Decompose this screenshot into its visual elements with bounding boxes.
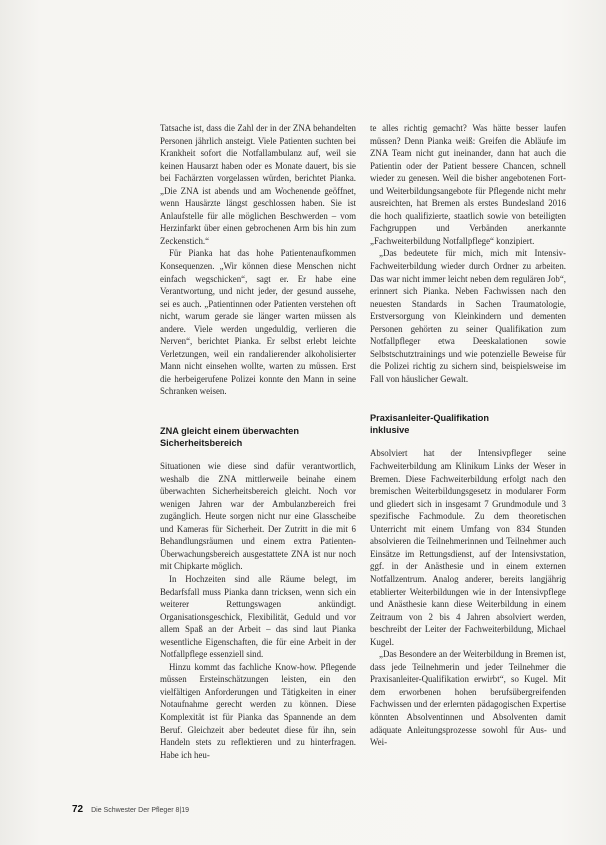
paragraph: Hinzu kommt das fachliche Know-how. Pflegende müssen Ersteinschätzungen leisten, ein den vielfältigen Anforderungen und Tätigkeiten in einer Notaufnahme gerecht werden zu können. Diese Komplexität ist für Pianka das Spannende an dem Beruf. Gleichzeit aber bedeutet diese für ihn, sein Handeln stets zu reflektieren und zu hinterfragen. Habe ich heu- (160, 661, 356, 760)
paragraph: Situationen wie diese sind dafür verantwortlich, weshalb die ZNA mittlerweile beinahe einem überwachten Sicherheitsbereich gleicht. Noch vor wenigen Jahren war der Ambulanzbereich frei zugänglich. Heute sorgen nicht nur eine Glasscheibe und Kameras für Sicherheit. Der Zutritt in die mit 6 Behandlungsräumen und einem extra Patienten-Überwachungsbereich ausgestattete ZNA ist nur noch mit Chipkarte möglich. (160, 461, 356, 572)
right-column (370, 122, 566, 749)
paragraph: „Das bedeutete für mich, mich mit Intensiv-Fachweiterbildung wieder durch Ordner zu arbeiten. Das war nicht immer leicht neben dem regulären Job“, erinnert sich Pianka. Neben Fachwissen nach den neuesten Standards in Sachen Traumatologie, Erstversorgung von Kleinkindern und dementen Personen gehörten zu seiner Qualifikation zum Notfallpfleger etwa Deeskalationen sowie Selbstschutztrainings und wie potenzielle Beweise für die Polizei richtig zu sichern sind, beispielsweise im Fall von häuslicher Gewalt. (370, 248, 566, 384)
page-number: 72 (72, 804, 84, 815)
section-heading-line: Sicherheitsbereich (160, 438, 243, 449)
section-heading-line: ZNA gleicht einem überwachten (160, 426, 300, 437)
paragraph: „Das Besondere an der Weiterbildung in Bremen ist, dass jede Teilnehmerin und jeder Teilnehmer die Praxisanleiter-Qualifikation erwirbt“, so Kugel. Mit dem erworbenen hohen berufsübergreifenden Fachwissen und der erlernten pädagogischen Expertise könnten Absolventinnen und Absolventen damit adäquate Anleitungsprozesse sowohl für Aus- und Wei- (370, 649, 566, 748)
paragraph: Tatsache ist, dass die Zahl der in der ZNA behandelten Personen jährlich ansteigt. Viele Patienten suchten bei Krankheit sofort die Notfallambulanz auf, weil sie keinen Hausarzt haben oder es Monate dauert, bis sie bei Fachärzten vorgelassen würden, berichtet Pianka. „Die ZNA ist abends und am Wochenende geöffnet, wenn Hausärzte längst geschlossen haben. Sie ist Anlaufstelle für alle möglichen Beschwerden – vom Herzinfarkt über einen gebrochenen Arm bis hin zum Zeckenstich.“ (160, 123, 356, 246)
left-column (160, 122, 356, 761)
publication-name: Die Schwester Der Pfleger 8|19 (91, 807, 189, 814)
paragraph: In Hochzeiten sind alle Räume belegt, im Bedarfsfall muss Pianka dann tricksen, wenn sich ein weiterer Rettungswagen ankündigt. Organisationsgeschick, Flexibilität, Geduld und vor allem Spaß an der Arbeit – das sind laut Pianka wesentliche Eigenschaften, die für eine Arbeit in der Notfallpflege essenziell sind. (160, 573, 356, 660)
section-heading (370, 412, 566, 436)
section-heading-line: Praxisanleiter-Qualifikation (370, 413, 489, 424)
paragraph: Für Pianka hat das hohe Patientenaufkommen Konsequenzen. „Wir können diese Menschen nicht einfach wegschicken“, sagt er. Er habe eine Verantwortung, und nicht jeder, der gesund aussehe, sei es auch. „Patientinnen oder Patienten verstehen oft nicht, warum gerade sie länger warten müssen als andere. Viele werden ungeduldig, verlieren die Nerven“, berichtet Pianka. Er selbst erlebt leichte Verletzungen, weil ein randalierender alkoholisierter Mann nicht einsehen wollte, warten zu müssen. Erst die herbeigerufene Polizei konnte den Mann in seine Schranken weisen. (160, 248, 356, 397)
section-heading (160, 425, 356, 449)
paragraph: te alles richtig gemacht? Was hätte besser laufen müssen? Denn Pianka weiß: Greifen die Abläufe im ZNA Team nicht gut ineinander, dann hat auch die Patientin oder der Patient bessere Chancen, schnell wieder zu genesen. Weil die bisher angebotenen Fort- und Weiterbildungsangebote für Pflegende nicht mehr ausreichten, hat Bremen als erstes Bundesland 2016 die hoch qualifizierte, staatlich sowie von beteiligten Fachgruppen und Verbänden anerkannte „Fachweiterbildung Notfallpflege“ konzipiert. (370, 123, 566, 246)
paragraph: Absolviert hat der Intensivpfleger seine Fachweiterbildung am Klinikum Links der Weser in Bremen. Diese Fachweiterbildung erfolgt nach den bremischen Weiterbildungsgesetz in modularer Form und gliedert sich in insgesamt 7 Grundmodule und 3 spezifische Fachmodule. Zu dem theoretischen Unterricht mit einem Umfang von 834 Stunden absolvieren die Teilnehmerinnen und Teilnehmer auch Einsätze im Rettungsdienst, auf der Intensivstation, ggf. in der Anästhesie und in einem externen Notfallzentrum. Analog anderer, bereits langjährig etablierter Weiterbildungen wie in der Intensivpflege und Anästhesie kann diese Weiterbildung in einem Zeitraum von 2 bis 4 Jahren absolviert werden, beschreibt der Leiter der Fachweiterbildung, Michael Kugel. (370, 448, 566, 647)
section-heading-line: inklusive (370, 425, 410, 436)
page-footer (72, 804, 189, 815)
